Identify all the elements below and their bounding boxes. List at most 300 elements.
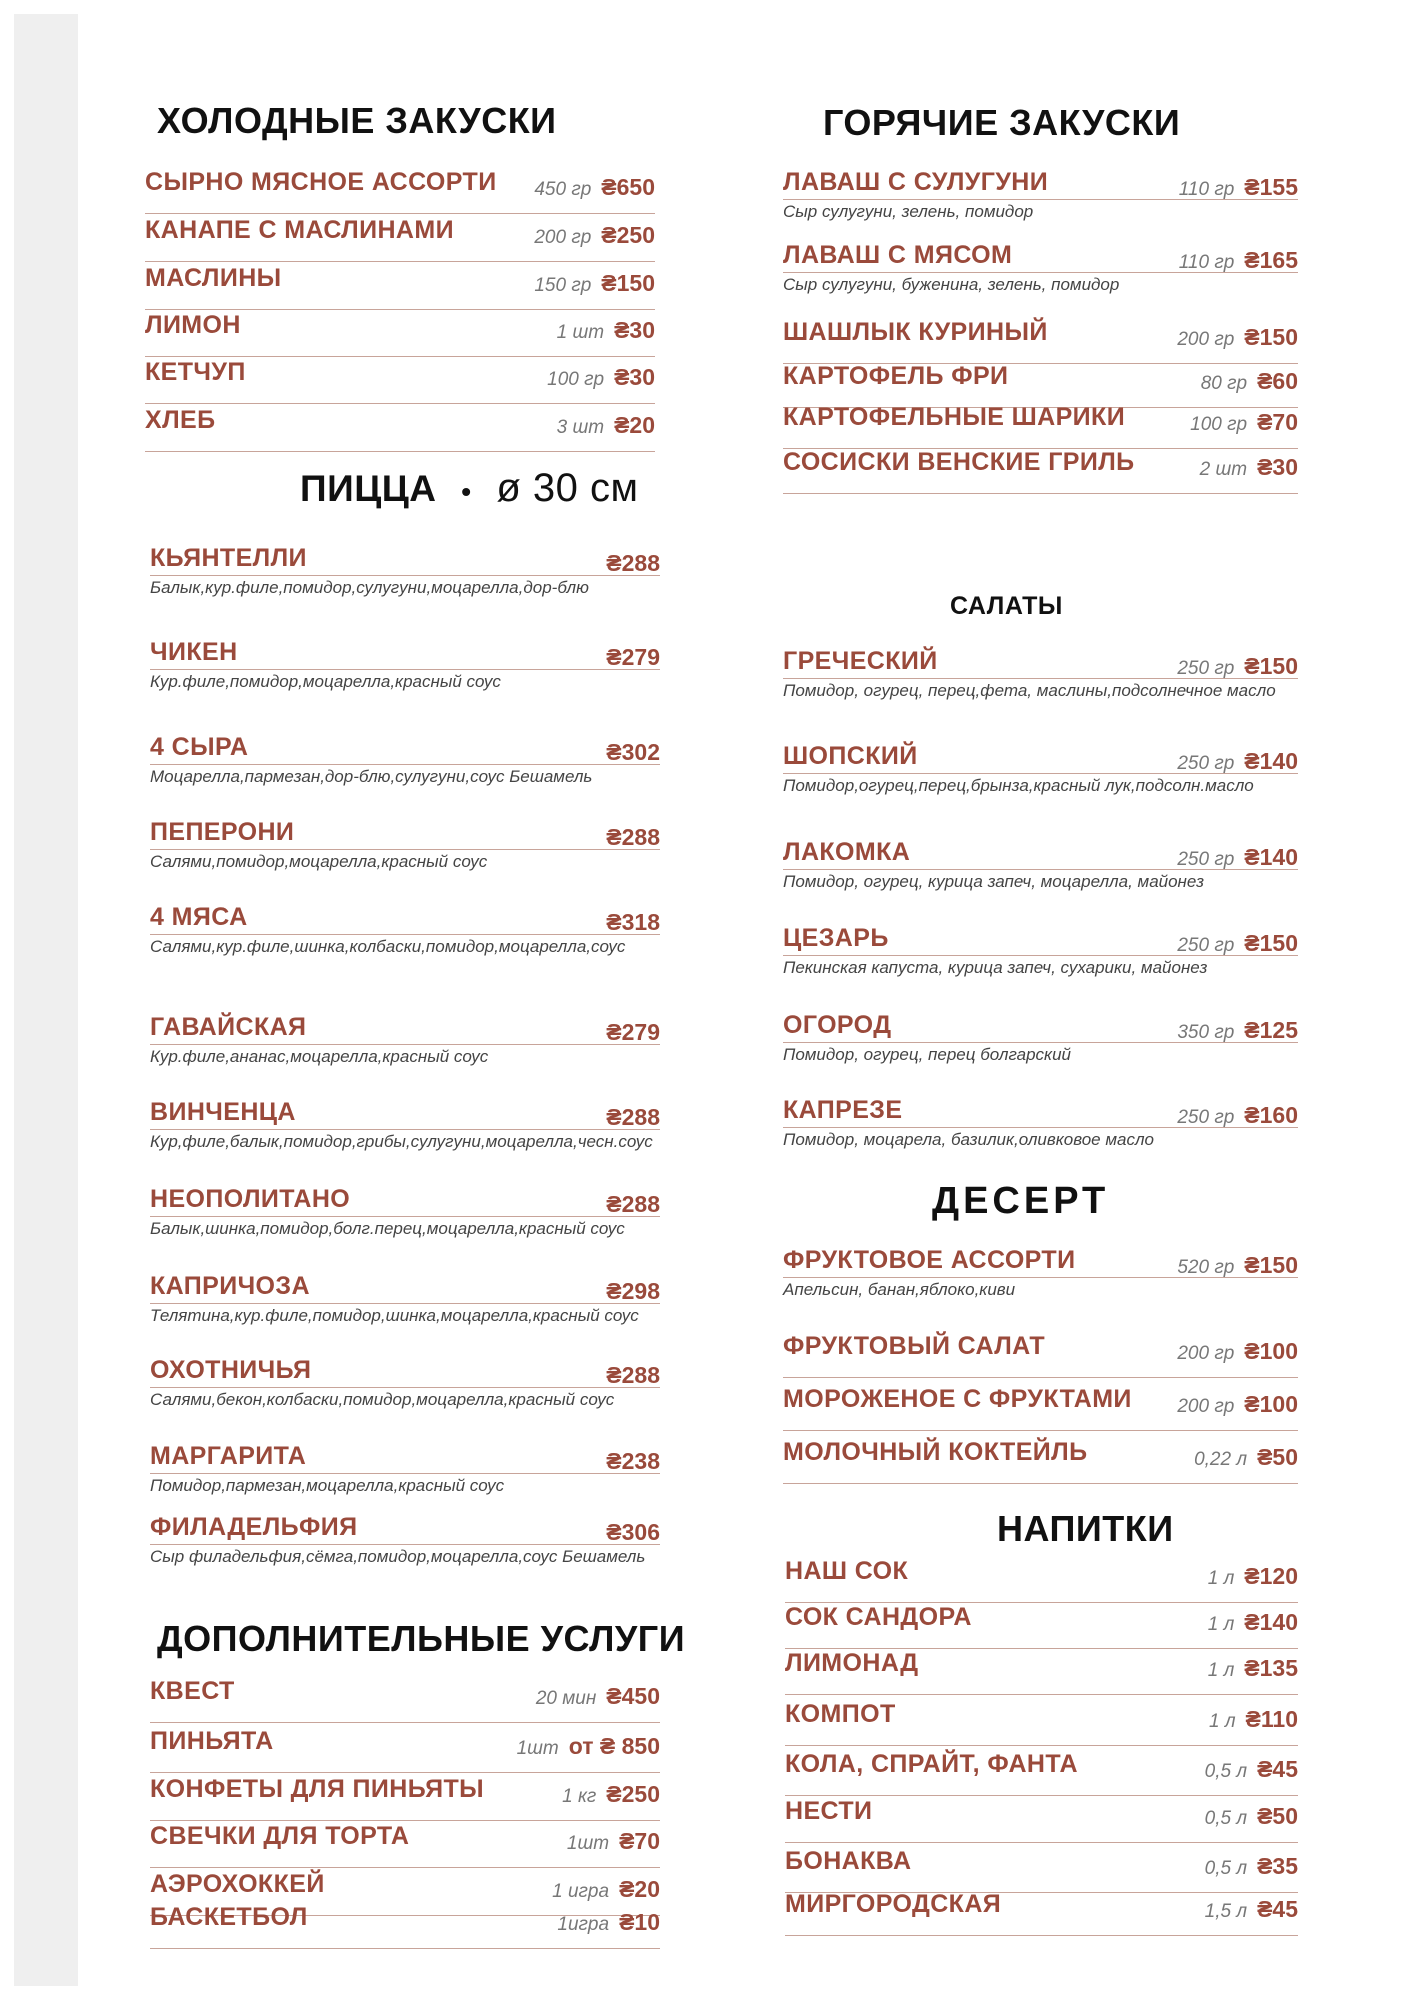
currency-sign: ₴ [1257, 409, 1273, 435]
menu-item-name: КЕТЧУП [145, 358, 246, 386]
menu-item-meta [606, 909, 660, 936]
divider-line [785, 1842, 1298, 1843]
price-value: 20 [634, 1876, 660, 1902]
currency-sign: ₴ [606, 1448, 622, 1474]
menu-item-price [569, 1733, 660, 1759]
menu-item-weight: 250 гр [1177, 849, 1235, 870]
price-value: 318 [621, 909, 660, 935]
price-value: 450 [621, 1683, 660, 1709]
menu-item [785, 1750, 1298, 1796]
divider-line [783, 1277, 1298, 1278]
menu-item-name: КАРТОФЕЛЬ ФРИ [783, 362, 1009, 390]
menu-item-price [1257, 1853, 1298, 1879]
menu-item-name: ЛАВАШ С МЯСОМ [783, 241, 1013, 269]
divider-line [785, 1795, 1298, 1796]
menu-item-meta [1177, 930, 1298, 957]
menu-item [145, 168, 655, 214]
menu-item-meta [557, 317, 655, 344]
menu-item-price [1244, 174, 1298, 200]
menu-item-name: СВЕЧКИ ДЛЯ ТОРТА [150, 1822, 410, 1850]
page-margin-strip [14, 14, 78, 1986]
menu-item-price [1257, 368, 1298, 394]
menu-item-name: ПИНЬЯТА [150, 1727, 274, 1755]
divider-line [150, 1820, 660, 1821]
price-value: 50 [1272, 1444, 1298, 1470]
menu-item-name: КВЕСТ [150, 1677, 235, 1705]
divider-line [150, 1129, 660, 1130]
menu-item-name: ЦЕЗАРЬ [783, 924, 889, 952]
menu-item [783, 838, 1298, 896]
menu-item-weight: 110 гр [1178, 179, 1235, 200]
menu-item [783, 1385, 1298, 1431]
menu-item-description: Сыр сулугуни, буженина, зелень, помидор [783, 275, 1120, 294]
menu-item [785, 1603, 1298, 1649]
menu-item-meta [534, 174, 655, 201]
menu-item-name: ЛАВАШ С СУЛУГУНИ [783, 168, 1049, 196]
menu-item-meta [606, 644, 660, 671]
menu-item-description: Помидор, огурец, курица запеч, моцарелла, майонез [783, 872, 1205, 891]
menu-item-price [619, 1909, 660, 1935]
menu-item-price [1244, 1338, 1298, 1364]
menu-item-price [1244, 1017, 1298, 1043]
menu-item-description: Помидор,огурец,перец,брынза,красный лук,подсолн.масло [783, 776, 1254, 795]
menu-item-price [606, 909, 660, 935]
currency-sign: ₴ [1244, 844, 1260, 870]
menu-item-price [1246, 1706, 1298, 1732]
divider-line [783, 1483, 1298, 1484]
menu-item-meta [547, 364, 655, 391]
menu-item-name: ОХОТНИЧЬЯ [150, 1356, 312, 1384]
menu-item-name: ФИЛАДЕЛЬФИЯ [150, 1513, 358, 1541]
menu-item-price [1244, 844, 1298, 870]
divider-line [783, 1127, 1298, 1128]
currency-sign: ₴ [1245, 1706, 1261, 1732]
menu-item-meta [1177, 653, 1298, 680]
menu-item-meta [1209, 1706, 1298, 1733]
menu-item-price [1244, 1391, 1298, 1417]
currency-sign: ₴ [1244, 653, 1260, 679]
menu-item-price [1244, 247, 1298, 273]
price-value: 250 [616, 222, 655, 248]
menu-item-description: Апельсин, банан,яблоко,киви [783, 1280, 1016, 1299]
menu-item-price [606, 1019, 660, 1045]
price-value: 140 [1259, 1609, 1298, 1635]
menu-item-description: Пекинская капуста, курица запеч, сухарики, майонез [783, 958, 1208, 977]
menu-item-meta [1205, 1896, 1298, 1923]
menu-item-name: ЧИКЕН [150, 638, 238, 666]
menu-item [785, 1797, 1298, 1843]
menu-item [783, 1011, 1298, 1069]
price-value: 150 [1259, 324, 1298, 350]
divider-line [150, 1216, 660, 1217]
menu-item-weight: 1шт [516, 1738, 559, 1759]
currency-sign: ₴ [614, 364, 630, 390]
divider-line [150, 1044, 660, 1045]
pizza-size: ø 30 см [496, 466, 639, 510]
currency-sign: ₴ [606, 1104, 622, 1130]
menu-item-name: КАРТОФЕЛЬНЫЕ ШАРИКИ [783, 403, 1126, 431]
menu-item-name: ЛАКОМКА [783, 838, 911, 866]
divider-line [783, 773, 1298, 774]
price-value: 155 [1259, 174, 1298, 200]
menu-item-description: Салями,кур.филе,шинка,колбаски,помидор,моцарелла,соус [150, 937, 626, 956]
menu-item-meta [1177, 1338, 1298, 1365]
divider-line [145, 356, 655, 357]
price-value: 288 [621, 1104, 660, 1130]
price-value: 50 [1272, 1803, 1298, 1829]
menu-item-price [606, 1191, 660, 1217]
menu-item-meta [1205, 1756, 1298, 1783]
price-value: 30 [1272, 454, 1298, 480]
menu-item [150, 1098, 660, 1156]
menu-item [150, 1272, 660, 1330]
divider-line [150, 1722, 660, 1723]
menu-item-weight: 1 игра [552, 1881, 610, 1902]
menu-item [150, 1775, 660, 1821]
menu-item-price [606, 739, 660, 765]
menu-item-name: МОЛОЧНЫЙ КОКТЕЙЛЬ [783, 1438, 1088, 1466]
menu-item-name: СОСИСКИ ВЕНСКИЕ ГРИЛЬ [783, 448, 1135, 476]
menu-item-description: Балык,кур.филе,помидор,сулугуни,моцарелла,дор-блю [150, 578, 589, 597]
price-value: 150 [1259, 1252, 1298, 1278]
menu-item-meta [517, 1733, 660, 1760]
currency-sign: ₴ [1244, 247, 1260, 273]
menu-item-name: НЕОПОЛИТАНО [150, 1185, 351, 1213]
menu-item [783, 403, 1298, 449]
menu-item-price [1244, 1655, 1298, 1681]
divider-line [145, 451, 655, 452]
currency-sign: ₴ [619, 1828, 635, 1854]
menu-item-name: МОРОЖЕНОЕ С ФРУКТАМИ [783, 1385, 1132, 1413]
menu-item-weight: 0,5 л [1204, 1761, 1248, 1782]
price-value: 279 [621, 1019, 660, 1045]
divider-line [783, 955, 1298, 956]
menu-item-price [1257, 1444, 1298, 1470]
menu-item [783, 1246, 1298, 1304]
menu-item-weight: 1,5 л [1204, 1901, 1248, 1922]
menu-item-name: КАПРЕЗЕ [783, 1096, 903, 1124]
price-value: 150 [1259, 653, 1298, 679]
menu-item-name: ХЛЕБ [145, 406, 216, 434]
menu-item [783, 742, 1298, 800]
menu-item-price [606, 1278, 660, 1304]
currency-sign: ₴ [606, 1519, 622, 1545]
menu-item [150, 818, 660, 876]
price-value: 100 [1259, 1391, 1298, 1417]
currency-sign: ₴ [606, 909, 622, 935]
menu-item [785, 1890, 1298, 1936]
menu-item [783, 924, 1298, 982]
menu-item-meta [1205, 1853, 1298, 1880]
menu-item-name: ШОПСКИЙ [783, 742, 918, 770]
currency-sign: ₴ [1244, 1655, 1260, 1681]
menu-item-weight: 0,5 л [1204, 1858, 1248, 1879]
currency-sign: ₴ [1257, 454, 1273, 480]
price-value: 60 [1272, 368, 1298, 394]
menu-item [150, 1727, 660, 1773]
menu-item-meta [606, 824, 660, 851]
price-value: 20 [629, 412, 655, 438]
price-value: 165 [1259, 247, 1298, 273]
price-value: 35 [1272, 1853, 1298, 1879]
menu-item-name: БАСКЕТБОЛ [150, 1903, 308, 1931]
menu-item-description: Телятина,кур.филе,помидор,шинка,моцарелла,красный соус [150, 1306, 639, 1325]
divider-line [150, 1948, 660, 1949]
divider-line [145, 403, 655, 404]
menu-item-weight: 1 л [1208, 1711, 1236, 1732]
menu-item-name: МАСЛИНЫ [145, 264, 282, 292]
menu-item-name: НАШ СОК [785, 1557, 909, 1585]
divider-line [783, 1042, 1298, 1043]
menu-item-description: Помидор, огурец, перец,фета, маслины,подсолнечное масло [783, 681, 1276, 700]
menu-item-name: БОНАКВА [785, 1847, 912, 1875]
menu-item-weight: 250 гр [1177, 658, 1235, 679]
menu-item [783, 448, 1298, 494]
menu-item-weight: 100 гр [1190, 414, 1248, 435]
hot-snacks-title: ГОРЯЧИЕ ЗАКУСКИ [823, 102, 1181, 143]
menu-item-description: Помидор, огурец, перец болгарский [783, 1045, 1071, 1064]
menu-item-description: Помидор,пармезан,моцарелла,красный соус [150, 1476, 505, 1495]
menu-item-meta [557, 412, 655, 439]
divider-line [785, 1935, 1298, 1936]
price-value: 70 [634, 1828, 660, 1854]
menu-item-weight: 1игра [557, 1914, 610, 1935]
currency-sign: ₴ [1244, 1609, 1260, 1635]
menu-item-price [606, 1683, 660, 1709]
price-value: 100 [1259, 1338, 1298, 1364]
menu-item-meta [1205, 1803, 1298, 1830]
price-value: 70 [1272, 409, 1298, 435]
menu-item-price [601, 270, 655, 296]
menu-item-price [606, 1362, 660, 1388]
currency-sign: ₴ [1257, 1444, 1273, 1470]
menu-item-description: Салями,бекон,колбаски,помидор,моцарелла,красный соус [150, 1390, 615, 1409]
divider-line [783, 1430, 1298, 1431]
currency-sign: ₴ [606, 824, 622, 850]
menu-item-weight: 20 мин [535, 1688, 597, 1709]
menu-item-name: ВИНЧЕНЦА [150, 1098, 296, 1126]
currency-sign: ₴ [614, 317, 630, 343]
extra-services-title: ДОПОЛНИТЕЛЬНЫЕ УСЛУГИ [157, 1618, 686, 1659]
menu-item [785, 1847, 1298, 1893]
menu-item-meta [534, 222, 655, 249]
menu-item-description: Салями,помидор,моцарелла,красный соус [150, 852, 488, 871]
divider-line [145, 261, 655, 262]
menu-item-price [606, 644, 660, 670]
menu-item-weight: 0,5 л [1204, 1808, 1248, 1829]
menu-item-price [606, 1781, 660, 1807]
menu-item-price [614, 317, 655, 343]
menu-item-name: КАПРИЧОЗА [150, 1272, 310, 1300]
divider-line [150, 764, 660, 765]
menu-item-meta [606, 1362, 660, 1389]
menu-item-name: СЫРНО МЯСНОЕ АССОРТИ [145, 168, 497, 196]
menu-item-meta [606, 1519, 660, 1546]
currency-sign: ₴ [1257, 1896, 1273, 1922]
price-value: 140 [1259, 844, 1298, 870]
menu-item-meta [562, 1781, 660, 1808]
currency-sign: ₴ [601, 174, 617, 200]
menu-item [783, 362, 1298, 408]
menu-item-price [1257, 1803, 1298, 1829]
menu-item-name: 4 МЯСА [150, 903, 248, 931]
price-value: 288 [621, 1191, 660, 1217]
menu-item-weight: 110 гр [1178, 252, 1235, 273]
menu-item [150, 1356, 660, 1414]
menu-item-weight: 200 гр [1177, 329, 1235, 350]
price-value: 45 [1272, 1896, 1298, 1922]
menu-item-price [619, 1876, 660, 1902]
currency-sign: ₴ [1244, 1338, 1260, 1364]
menu-item-name: СОК САНДОРА [785, 1603, 972, 1631]
price-value: 650 [616, 174, 655, 200]
price-value: 110 [1260, 1706, 1298, 1732]
menu-item [150, 1185, 660, 1243]
menu-item-price [1257, 1896, 1298, 1922]
price-value: 30 [629, 364, 655, 390]
pizza-title [300, 466, 639, 511]
currency-sign: ₴ [606, 1019, 622, 1045]
menu-item-meta [606, 1191, 660, 1218]
currency-sign: ₴ [619, 1909, 635, 1935]
menu-item-weight: 450 гр [534, 179, 592, 200]
currency-sign: ₴ [619, 1876, 635, 1902]
currency-sign: ₴ [1244, 1563, 1260, 1589]
menu-item-meta [1201, 368, 1298, 395]
menu-item-meta [606, 1278, 660, 1305]
currency-sign: ₴ [1244, 1391, 1260, 1417]
price-value: 30 [629, 317, 655, 343]
divider-line [150, 669, 660, 670]
price-value: от ₴ 850 [568, 1733, 660, 1759]
menu-item-weight: 350 гр [1177, 1022, 1235, 1043]
menu-item-meta [1177, 1102, 1298, 1129]
salads-title: САЛАТЫ [950, 592, 1063, 620]
currency-sign: ₴ [1257, 1803, 1273, 1829]
menu-item-weight: 80 гр [1200, 373, 1248, 394]
menu-item-weight: 1 л [1207, 1568, 1235, 1589]
menu-item-price [614, 364, 655, 390]
menu-item-meta [1177, 1252, 1298, 1279]
menu-item-weight: 1 шт [556, 322, 605, 343]
menu-item-name: ГРЕЧЕСКИЙ [783, 647, 938, 675]
currency-sign: ₴ [1244, 1017, 1260, 1043]
menu-item-meta [1177, 1391, 1298, 1418]
divider-line [150, 1303, 660, 1304]
menu-item-description: Помидор, моцарела, базилик,оливковое масло [783, 1130, 1154, 1149]
currency-sign: ₴ [601, 270, 617, 296]
divider-line [150, 1867, 660, 1868]
menu-item-price [614, 412, 655, 438]
menu-item-weight: 1шт [566, 1833, 610, 1854]
currency-sign: ₴ [1257, 368, 1273, 394]
menu-item [145, 311, 655, 357]
currency-sign: ₴ [606, 550, 622, 576]
divider-line [150, 1473, 660, 1474]
drinks-title: НАПИТКИ [997, 1508, 1174, 1549]
price-value: 288 [621, 550, 660, 576]
menu-item-name: КОНФЕТЫ ДЛЯ ПИНЬЯТЫ [150, 1775, 485, 1803]
price-value: 10 [634, 1909, 660, 1935]
menu-item-name: НЕСТИ [785, 1797, 873, 1825]
menu-item-price [1257, 1756, 1298, 1782]
currency-sign: ₴ [606, 739, 622, 765]
menu-item-weight: 200 гр [1177, 1343, 1235, 1364]
menu-item-meta [557, 1909, 660, 1936]
menu-item [783, 318, 1298, 364]
menu-item-price [1244, 324, 1298, 350]
currency-sign: ₴ [606, 1683, 622, 1709]
menu-item-price [1244, 930, 1298, 956]
menu-item-name: КЬЯНТЕЛЛИ [150, 544, 307, 572]
menu-item [785, 1649, 1298, 1695]
price-value: 125 [1259, 1017, 1298, 1043]
menu-item-price [1244, 653, 1298, 679]
divider-line [783, 493, 1298, 494]
currency-sign: ₴ [606, 644, 622, 670]
price-value: 288 [621, 824, 660, 850]
menu-item-description: Кур.филе,помидор,моцарелла,красный соус [150, 672, 501, 691]
menu-item-weight: 2 шт [1199, 459, 1248, 480]
menu-item-price [601, 174, 655, 200]
menu-item-name: ПЕПЕРОНИ [150, 818, 295, 846]
divider-line [783, 272, 1298, 273]
menu-item [145, 358, 655, 404]
menu-item-price [606, 550, 660, 576]
menu-item-name: ГАВАЙСКАЯ [150, 1013, 307, 1041]
menu-item [145, 406, 655, 452]
menu-item-description: Моцарелла,пармезан,дор-блю,сулугуни,соус Бешамель [150, 767, 593, 786]
divider-line [150, 575, 660, 576]
divider-line [150, 849, 660, 850]
menu-item-price [1244, 748, 1298, 774]
menu-item-weight: 0,22 л [1194, 1449, 1248, 1470]
menu-item-price [606, 1104, 660, 1130]
menu-item-price [601, 222, 655, 248]
menu-item-name: ФРУКТОВОЕ АССОРТИ [783, 1246, 1076, 1274]
divider-line [785, 1694, 1298, 1695]
menu-item-description: Балык,шинка,помидор,болг.перец,моцарелла,красный соус [150, 1219, 625, 1238]
divider-line [150, 1772, 660, 1773]
menu-item-weight: 3 шт [556, 417, 605, 438]
menu-item [145, 216, 655, 262]
menu-item-meta [552, 1876, 660, 1903]
menu-item-weight: 1 л [1207, 1614, 1235, 1635]
menu-item-meta [606, 1448, 660, 1475]
menu-item-price [1244, 1102, 1298, 1128]
menu-item-meta [606, 1104, 660, 1131]
currency-sign: ₴ [1244, 1102, 1260, 1128]
menu-item [150, 733, 660, 791]
menu-item-price [606, 824, 660, 850]
menu-item-name: АЭРОХОККЕЙ [150, 1870, 325, 1898]
divider-line [783, 869, 1298, 870]
menu-item-weight: 200 гр [534, 227, 592, 248]
menu-item-meta [1179, 247, 1298, 274]
price-value: 238 [621, 1448, 660, 1474]
divider-line [150, 1544, 660, 1545]
menu-item [785, 1557, 1298, 1603]
price-value: 120 [1259, 1563, 1298, 1589]
menu-item-description: Кур.филе,ананас,моцарелла,красный соус [150, 1047, 489, 1066]
menu-item-weight: 1 л [1207, 1660, 1235, 1681]
price-value: 298 [621, 1278, 660, 1304]
menu-item [150, 903, 660, 961]
menu-item-name: 4 СЫРА [150, 733, 249, 761]
currency-sign: ₴ [1244, 1252, 1260, 1278]
price-value: 250 [621, 1781, 660, 1807]
currency-sign: ₴ [1244, 930, 1260, 956]
